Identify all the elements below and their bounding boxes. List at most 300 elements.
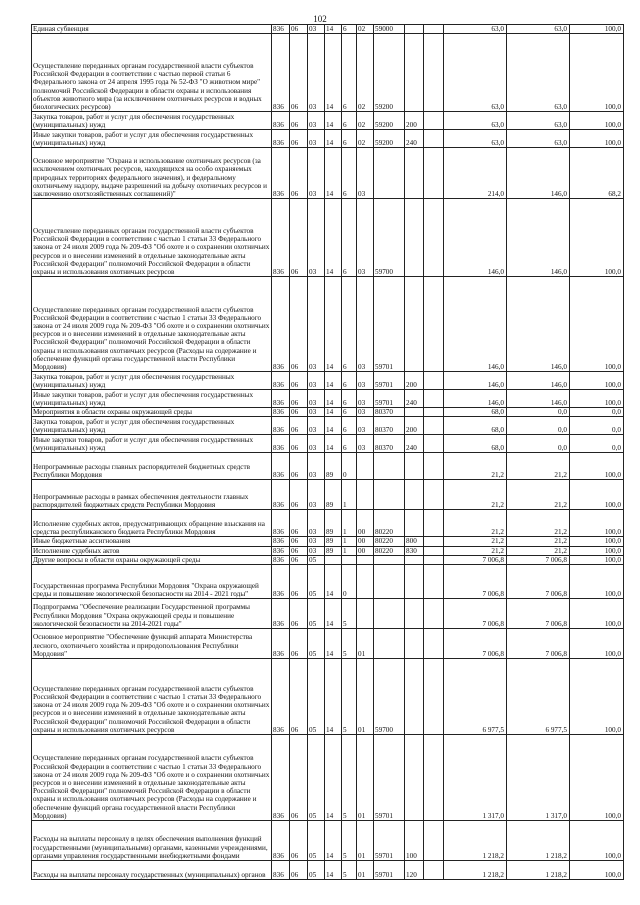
measure-code: 01: [357, 659, 374, 735]
row-name: Осуществление переданных органам государственной власти субъектов Российской Федерации в соответствии с частью 1 статьи 33 Федерального закона от 24 июля 2009 года № 209-ФЗ "Об охоте и о сохранении охотничьих ресурсов и о внесении изменений в отдельные законодательные акты Российской Федерации" полномочий Российской Федерации в области охраны и использования охотничьих ресурсов (Расходы на содержание и обеспечение функций органа государственной власти Республики Мордовия): [32, 277, 272, 372]
approved-amount: 63,0: [444, 34, 507, 112]
execution-percent: 100,0: [570, 390, 624, 408]
expense-type-code: [405, 599, 424, 629]
measure-code: 01: [357, 629, 374, 659]
section-code: 06: [290, 555, 308, 564]
direction-code: 59701: [374, 821, 405, 861]
subsection-code: 03: [308, 130, 325, 148]
direction-code: 59701: [374, 861, 405, 880]
table-row: [32, 555, 624, 564]
execution-percent: 100,0: [570, 277, 624, 372]
subsection-code: 03: [308, 546, 325, 555]
table-row: [32, 537, 624, 546]
ministry-code: 836: [272, 417, 290, 435]
program-code: [325, 555, 342, 564]
subprogram-code: 6: [342, 408, 357, 417]
approved-amount: 146,0: [444, 372, 507, 390]
program-code: 89: [325, 537, 342, 546]
subsection-code: 03: [308, 537, 325, 546]
execution-percent: 100,0: [570, 130, 624, 148]
executed-amount: 146,0: [507, 372, 570, 390]
ministry-code: 836: [272, 34, 290, 112]
table-row: [32, 130, 624, 148]
row-name: Иные закупки товаров, работ и услуг для обеспечения государственных (муниципальных) нужд: [32, 130, 272, 148]
ministry-code: 836: [272, 435, 290, 453]
subprogram-code: 0: [342, 565, 357, 599]
table-row: [32, 510, 624, 537]
table-row: [32, 417, 624, 435]
program-code: 14: [325, 112, 342, 130]
section-code: 06: [290, 34, 308, 112]
program-code: 14: [325, 735, 342, 821]
program-code: 14: [325, 34, 342, 112]
extra-code: [424, 735, 444, 821]
expense-type-code: [405, 735, 424, 821]
execution-percent: 100,0: [570, 480, 624, 510]
ministry-code: 836: [272, 408, 290, 417]
subsection-code: 05: [308, 555, 325, 564]
subsection-code: 03: [308, 25, 325, 34]
section-code: 06: [290, 130, 308, 148]
expense-type-code: 100: [405, 821, 424, 861]
approved-amount: 68,0: [444, 408, 507, 417]
subprogram-code: 6: [342, 435, 357, 453]
ministry-code: 836: [272, 148, 290, 199]
approved-amount: 146,0: [444, 390, 507, 408]
extra-code: [424, 372, 444, 390]
extra-code: [424, 861, 444, 880]
executed-amount: 146,0: [507, 148, 570, 199]
table-row: [32, 408, 624, 417]
table-row: [32, 735, 624, 821]
measure-code: 02: [357, 34, 374, 112]
ministry-code: 836: [272, 537, 290, 546]
subprogram-code: [342, 555, 357, 564]
subprogram-code: 1: [342, 537, 357, 546]
extra-code: [424, 390, 444, 408]
approved-amount: 21,2: [444, 537, 507, 546]
expense-type-code: [405, 25, 424, 34]
execution-percent: 100,0: [570, 372, 624, 390]
executed-amount: 7 006,8: [507, 565, 570, 599]
expense-type-code: 120: [405, 861, 424, 880]
extra-code: [424, 555, 444, 564]
program-code: 14: [325, 565, 342, 599]
subsection-code: 03: [308, 34, 325, 112]
executed-amount: 1 317,0: [507, 735, 570, 821]
executed-amount: 21,2: [507, 510, 570, 537]
extra-code: [424, 546, 444, 555]
expense-type-code: [405, 453, 424, 480]
execution-percent: 0,0: [570, 417, 624, 435]
subprogram-code: 6: [342, 417, 357, 435]
measure-code: 01: [357, 821, 374, 861]
program-code: 14: [325, 390, 342, 408]
direction-code: [374, 148, 405, 199]
table-row: [32, 148, 624, 199]
measure-code: 01: [357, 861, 374, 880]
program-code: 14: [325, 372, 342, 390]
program-code: 14: [325, 148, 342, 199]
table-row: [32, 565, 624, 599]
measure-code: 03: [357, 417, 374, 435]
subprogram-code: 6: [342, 112, 357, 130]
executed-amount: 146,0: [507, 390, 570, 408]
table-row: [32, 659, 624, 735]
program-code: 14: [325, 417, 342, 435]
approved-amount: 63,0: [444, 130, 507, 148]
subsection-code: 03: [308, 417, 325, 435]
table-row: [32, 480, 624, 510]
approved-amount: 214,0: [444, 148, 507, 199]
extra-code: [424, 34, 444, 112]
program-code: 89: [325, 546, 342, 555]
extra-code: [424, 537, 444, 546]
expense-type-code: [405, 480, 424, 510]
measure-code: 03: [357, 435, 374, 453]
approved-amount: 68,0: [444, 435, 507, 453]
direction-code: 80220: [374, 546, 405, 555]
ministry-code: 836: [272, 25, 290, 34]
row-name: Расходы на выплаты персоналу государственных (муниципальных) органов: [32, 861, 272, 880]
execution-percent: 100,0: [570, 537, 624, 546]
direction-code: 59701: [374, 735, 405, 821]
subprogram-code: 5: [342, 861, 357, 880]
measure-code: 03: [357, 199, 374, 277]
approved-amount: 21,2: [444, 510, 507, 537]
execution-percent: 100,0: [570, 510, 624, 537]
subprogram-code: 5: [342, 659, 357, 735]
section-code: 06: [290, 629, 308, 659]
approved-amount: 1 317,0: [444, 735, 507, 821]
approved-amount: 7 006,8: [444, 599, 507, 629]
section-code: 06: [290, 735, 308, 821]
extra-code: [424, 599, 444, 629]
subprogram-code: 1: [342, 546, 357, 555]
direction-code: [374, 629, 405, 659]
approved-amount: 1 218,2: [444, 861, 507, 880]
executed-amount: 146,0: [507, 277, 570, 372]
execution-percent: 100,0: [570, 453, 624, 480]
expense-type-code: [405, 659, 424, 735]
ministry-code: 836: [272, 199, 290, 277]
measure-code: [357, 555, 374, 564]
table-row: [32, 372, 624, 390]
direction-code: 80370: [374, 417, 405, 435]
extra-code: [424, 130, 444, 148]
section-code: 06: [290, 372, 308, 390]
row-name: Осуществление переданных органам государственной власти субъектов Российской Федерации в соответствии с частью первой статьи 6 Федерального закона от 24 апреля 1995 года № 52-ФЗ "О животном мире" полномочий Российской Федерации в области охраны и использования объектов животного мира (за исключением охотничьих ресурсов и водных биологических ресурсов): [32, 34, 272, 112]
ministry-code: 836: [272, 629, 290, 659]
executed-amount: 21,2: [507, 537, 570, 546]
measure-code: 00: [357, 546, 374, 555]
extra-code: [424, 821, 444, 861]
subsection-code: 03: [308, 390, 325, 408]
row-name: Осуществление переданных органам государственной власти субъектов Российской Федерации в соответствии с частью 1 статьи 33 Федерального закона от 24 июля 2009 года № 209-ФЗ "Об охоте и о сохранении охотничьих ресурсов и о внесении изменений в отдельные законодательные акты Российской Федерации" полномочий Российской Федерации в области охраны и использования охотничьих ресурсов: [32, 199, 272, 277]
extra-code: [424, 435, 444, 453]
table-row: [32, 34, 624, 112]
ministry-code: 836: [272, 112, 290, 130]
extra-code: [424, 25, 444, 34]
ministry-code: 836: [272, 130, 290, 148]
measure-code: 03: [357, 408, 374, 417]
row-name: Исполнение судебных актов: [32, 546, 272, 555]
execution-percent: 0,0: [570, 408, 624, 417]
ministry-code: 836: [272, 599, 290, 629]
executed-amount: 146,0: [507, 199, 570, 277]
program-code: 14: [325, 861, 342, 880]
subprogram-code: 6: [342, 148, 357, 199]
extra-code: [424, 417, 444, 435]
expense-type-code: [405, 199, 424, 277]
execution-percent: 100,0: [570, 821, 624, 861]
program-code: 14: [325, 599, 342, 629]
subsection-code: 05: [308, 565, 325, 599]
expense-type-code: 240: [405, 435, 424, 453]
table-row: [32, 435, 624, 453]
executed-amount: 7 006,8: [507, 555, 570, 564]
section-code: 06: [290, 417, 308, 435]
program-code: 89: [325, 453, 342, 480]
approved-amount: 1 218,2: [444, 821, 507, 861]
measure-code: 00: [357, 510, 374, 537]
ministry-code: 836: [272, 659, 290, 735]
row-name: Непрограммные расходы главных распорядителей бюджетных средств Республики Мордовия: [32, 453, 272, 480]
execution-percent: 100,0: [570, 735, 624, 821]
row-name: Закупка товаров, работ и услуг для обеспечения государственных (муниципальных) нужд: [32, 112, 272, 130]
section-code: 06: [290, 277, 308, 372]
row-name: Закупка товаров, работ и услуг для обеспечения государственных (муниципальных) нужд: [32, 417, 272, 435]
row-name: Непрограммные расходы в рамках обеспечения деятельности главных распорядителей бюджетных средств Республики Мордовия: [32, 480, 272, 510]
program-code: 89: [325, 480, 342, 510]
approved-amount: 146,0: [444, 277, 507, 372]
approved-amount: 63,0: [444, 112, 507, 130]
execution-percent: 100,0: [570, 34, 624, 112]
section-code: 06: [290, 659, 308, 735]
expense-type-code: 800: [405, 537, 424, 546]
row-name: Иные закупки товаров, работ и услуг для обеспечения государственных (муниципальных) нужд: [32, 435, 272, 453]
direction-code: 59200: [374, 130, 405, 148]
measure-code: 01: [357, 735, 374, 821]
subsection-code: 03: [308, 435, 325, 453]
direction-code: 80220: [374, 537, 405, 546]
measure-code: [357, 453, 374, 480]
expense-type-code: 200: [405, 112, 424, 130]
table-row: [32, 277, 624, 372]
section-code: 06: [290, 112, 308, 130]
subprogram-code: 5: [342, 735, 357, 821]
subsection-code: 03: [308, 199, 325, 277]
section-code: 06: [290, 480, 308, 510]
measure-code: [357, 480, 374, 510]
executed-amount: 63,0: [507, 25, 570, 34]
execution-percent: 100,0: [570, 25, 624, 34]
expense-type-code: [405, 510, 424, 537]
table-row: [32, 453, 624, 480]
subprogram-code: 1: [342, 480, 357, 510]
ministry-code: 836: [272, 821, 290, 861]
section-code: 06: [290, 199, 308, 277]
measure-code: 02: [357, 25, 374, 34]
ministry-code: 836: [272, 453, 290, 480]
expense-type-code: 240: [405, 390, 424, 408]
program-code: 14: [325, 277, 342, 372]
table-row: [32, 390, 624, 408]
approved-amount: 21,2: [444, 546, 507, 555]
table-row: [32, 629, 624, 659]
subprogram-code: 6: [342, 277, 357, 372]
subsection-code: 03: [308, 148, 325, 199]
measure-code: 02: [357, 112, 374, 130]
extra-code: [424, 112, 444, 130]
direction-code: 80220: [374, 510, 405, 537]
direction-code: [374, 599, 405, 629]
execution-percent: 100,0: [570, 199, 624, 277]
row-name: Государственная программа Республики Мордовия "Охрана окружающей среды и повышение экологической безопасности на 2014 - 2021 годы": [32, 565, 272, 599]
approved-amount: 7 006,8: [444, 565, 507, 599]
program-code: 14: [325, 821, 342, 861]
measure-code: 03: [357, 390, 374, 408]
direction-code: 59701: [374, 372, 405, 390]
direction-code: 59701: [374, 277, 405, 372]
executed-amount: 63,0: [507, 34, 570, 112]
direction-code: [374, 453, 405, 480]
section-code: 06: [290, 390, 308, 408]
expense-type-code: [405, 565, 424, 599]
section-code: 06: [290, 565, 308, 599]
direction-code: 80370: [374, 435, 405, 453]
subsection-code: 03: [308, 510, 325, 537]
execution-percent: 100,0: [570, 555, 624, 564]
subsection-code: 03: [308, 372, 325, 390]
section-code: 06: [290, 453, 308, 480]
subprogram-code: 1: [342, 510, 357, 537]
subsection-code: 03: [308, 453, 325, 480]
ministry-code: 836: [272, 480, 290, 510]
subsection-code: 05: [308, 821, 325, 861]
execution-percent: 100,0: [570, 861, 624, 880]
extra-code: [424, 480, 444, 510]
section-code: 06: [290, 599, 308, 629]
executed-amount: 1 218,2: [507, 821, 570, 861]
subsection-code: 05: [308, 629, 325, 659]
ministry-code: 836: [272, 372, 290, 390]
measure-code: [357, 599, 374, 629]
program-code: 14: [325, 130, 342, 148]
extra-code: [424, 565, 444, 599]
direction-code: 59200: [374, 34, 405, 112]
subprogram-code: 6: [342, 199, 357, 277]
subprogram-code: 6: [342, 25, 357, 34]
subprogram-code: 6: [342, 372, 357, 390]
ministry-code: 836: [272, 277, 290, 372]
row-name: Осуществление переданных органам государственной власти субъектов Российской Федерации в соответствии с частью 1 статьи 33 Федерального закона от 24 июля 2009 года № 209-ФЗ "Об охоте и о сохранении охотничьих ресурсов и о внесении изменений в отдельные законодательные акты Российской Федерации" полномочий Российской Федерации в области охраны и использования охотничьих ресурсов: [32, 659, 272, 735]
approved-amount: 68,0: [444, 417, 507, 435]
execution-percent: 100,0: [570, 565, 624, 599]
section-code: 06: [290, 546, 308, 555]
direction-code: [374, 555, 405, 564]
direction-code: 59000: [374, 25, 405, 34]
executed-amount: 0,0: [507, 408, 570, 417]
row-name: Мероприятия в области охраны окружающей среды: [32, 408, 272, 417]
execution-percent: 100,0: [570, 599, 624, 629]
row-name: Осуществление переданных органам государственной власти субъектов Российской Федерации в соответствии с частью 1 статьи 33 Федерального закона от 24 июля 2009 года № 209-ФЗ "Об охоте и о сохранении охотничьих ресурсов и о внесении изменений в отдельные законодательные акты Российской Федерации" полномочий Российской Федерации в области охраны и использования охотничьих ресурсов (Расходы на содержание и обеспечение функций органа государственной власти Республики Мордовия): [32, 735, 272, 821]
approved-amount: 21,2: [444, 480, 507, 510]
measure-code: 03: [357, 148, 374, 199]
approved-amount: 63,0: [444, 25, 507, 34]
program-code: 14: [325, 199, 342, 277]
ministry-code: 836: [272, 861, 290, 880]
measure-code: [357, 565, 374, 599]
executed-amount: 0,0: [507, 417, 570, 435]
extra-code: [424, 629, 444, 659]
executed-amount: 6 977,5: [507, 659, 570, 735]
table-row: [32, 199, 624, 277]
ministry-code: 836: [272, 546, 290, 555]
extra-code: [424, 510, 444, 537]
subprogram-code: 5: [342, 821, 357, 861]
program-code: 14: [325, 659, 342, 735]
direction-code: [374, 480, 405, 510]
execution-percent: 100,0: [570, 546, 624, 555]
row-name: Подпрограмма "Обеспечение реализации Государственной программы Республики Мордовия "Охрана окружающей среды и повышение экологической безопасности на 2014-2021 годы": [32, 599, 272, 629]
section-code: 06: [290, 25, 308, 34]
table-body: [32, 25, 624, 880]
section-code: 06: [290, 821, 308, 861]
budget-table: [31, 24, 624, 880]
row-name: Единая субвенция: [32, 25, 272, 34]
direction-code: 59200: [374, 112, 405, 130]
executed-amount: 1 218,2: [507, 861, 570, 880]
extra-code: [424, 148, 444, 199]
extra-code: [424, 453, 444, 480]
section-code: 06: [290, 510, 308, 537]
extra-code: [424, 659, 444, 735]
table-row: [32, 112, 624, 130]
subsection-code: 05: [308, 599, 325, 629]
executed-amount: 7 006,8: [507, 629, 570, 659]
subsection-code: 03: [308, 277, 325, 372]
ministry-code: 836: [272, 555, 290, 564]
table-row: [32, 546, 624, 555]
subprogram-code: 5: [342, 629, 357, 659]
executed-amount: 63,0: [507, 130, 570, 148]
row-name: Другие вопросы в области охраны окружающей среды: [32, 555, 272, 564]
row-name: Основное мероприятие "Обеспечение функций аппарата Министерства лесного, охотничьего хозяйства и природопользования Республики Мордовия": [32, 629, 272, 659]
expense-type-code: 200: [405, 417, 424, 435]
section-code: 06: [290, 861, 308, 880]
execution-percent: 68,2: [570, 148, 624, 199]
expense-type-code: [405, 34, 424, 112]
measure-code: 03: [357, 277, 374, 372]
table-row: [32, 599, 624, 629]
program-code: 14: [325, 25, 342, 34]
expense-type-code: 240: [405, 130, 424, 148]
section-code: 06: [290, 537, 308, 546]
program-code: 89: [325, 510, 342, 537]
expense-type-code: [405, 277, 424, 372]
extra-code: [424, 408, 444, 417]
expense-type-code: [405, 408, 424, 417]
row-name: Расходы на выплаты персоналу в целях обеспечения выполнения функций государственными (муниципальными) органами, казенными учреждениями, органами управления государственными внебюджетными фондами: [32, 821, 272, 861]
direction-code: 59700: [374, 199, 405, 277]
ministry-code: 836: [272, 510, 290, 537]
executed-amount: 63,0: [507, 112, 570, 130]
section-code: 06: [290, 148, 308, 199]
ministry-code: 836: [272, 565, 290, 599]
approved-amount: 146,0: [444, 199, 507, 277]
measure-code: 02: [357, 130, 374, 148]
